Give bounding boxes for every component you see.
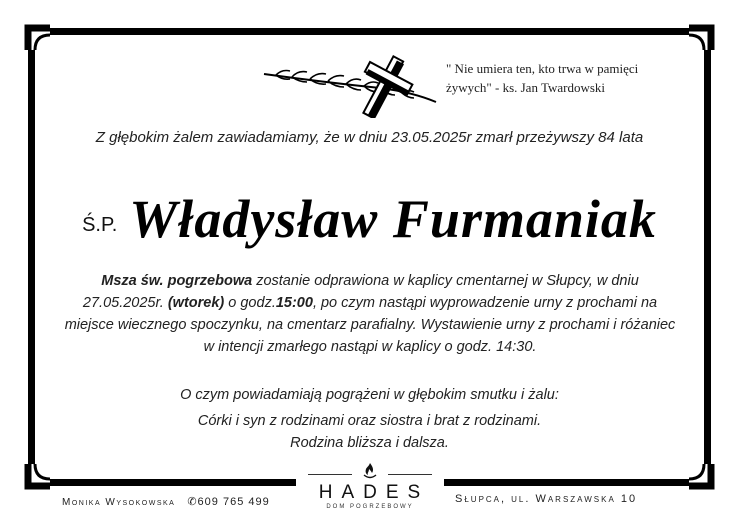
deceased-name: Władysław Furmaniak <box>129 189 657 249</box>
frame-corner-bottom-left <box>24 464 50 490</box>
closing-line-2: Córki i syn z rodzinami oraz siostra i brat z rodzinami. <box>197 413 542 429</box>
closing-line-3: Rodzina bliższa i dalsza. <box>290 435 449 451</box>
deceased-prefix: Ś.P. <box>82 214 118 236</box>
deceased-heading <box>0 188 739 250</box>
frame-corner-bottom-right <box>689 464 715 490</box>
contact-phone: ✆609 765 499 <box>187 496 270 508</box>
mass-text-1: zostanie odprawiona w kaplicy cmentarnej w Słupcy, w dniu 27.05.2025r. <box>82 273 639 311</box>
logo-rule-left <box>308 474 352 475</box>
funeral-mass-details <box>60 270 680 358</box>
mass-text-2: o godz. <box>224 295 276 311</box>
logo-brand: HADES <box>318 482 430 503</box>
footer-contact <box>62 495 270 508</box>
closing-message <box>0 384 739 454</box>
hades-logo <box>296 460 444 516</box>
announcement-intro: Z głębokim żalem zawiadamiamy, że w dniu 23.05.2025r zmarł przeżywszy 84 lata <box>95 129 644 146</box>
closing-line-1: O czym powiadamiają pogrążeni w głębokim smutku i żalu: <box>180 387 559 403</box>
footer-address: Słupca, ul. Warszawska 10 <box>455 493 638 505</box>
frame-corner-top-right <box>689 24 715 50</box>
flame-icon <box>360 462 380 480</box>
logo-rule-right <box>388 474 432 475</box>
contact-name: Monika Wysokowska <box>62 497 176 508</box>
cross-with-palm-icon <box>262 44 440 118</box>
mass-day: (wtorek) <box>167 295 225 311</box>
memorial-quote <box>446 59 706 97</box>
quote-line-2: żywych" - ks. Jan Twardowski <box>446 80 606 95</box>
mass-text-3: , po czym nastąpi wyprowadzenie urny z prochami na miejsce wiecznego spoczynku, na cmentarz parafialny. Wystawienie urny z prochami i różaniec w intencji zmarłego nastąpi w kaplicy o godz. 14:30. <box>64 295 676 355</box>
quote-line-1: " Nie umiera ten, kto trwa w pamięci <box>446 61 639 76</box>
logo-tagline: DOM POGRZEBOWY <box>326 504 414 510</box>
mass-time: 15:00 <box>275 295 313 311</box>
mass-lead: Msza św. pogrzebowa <box>101 273 253 289</box>
frame-corner-top-left <box>24 24 50 50</box>
